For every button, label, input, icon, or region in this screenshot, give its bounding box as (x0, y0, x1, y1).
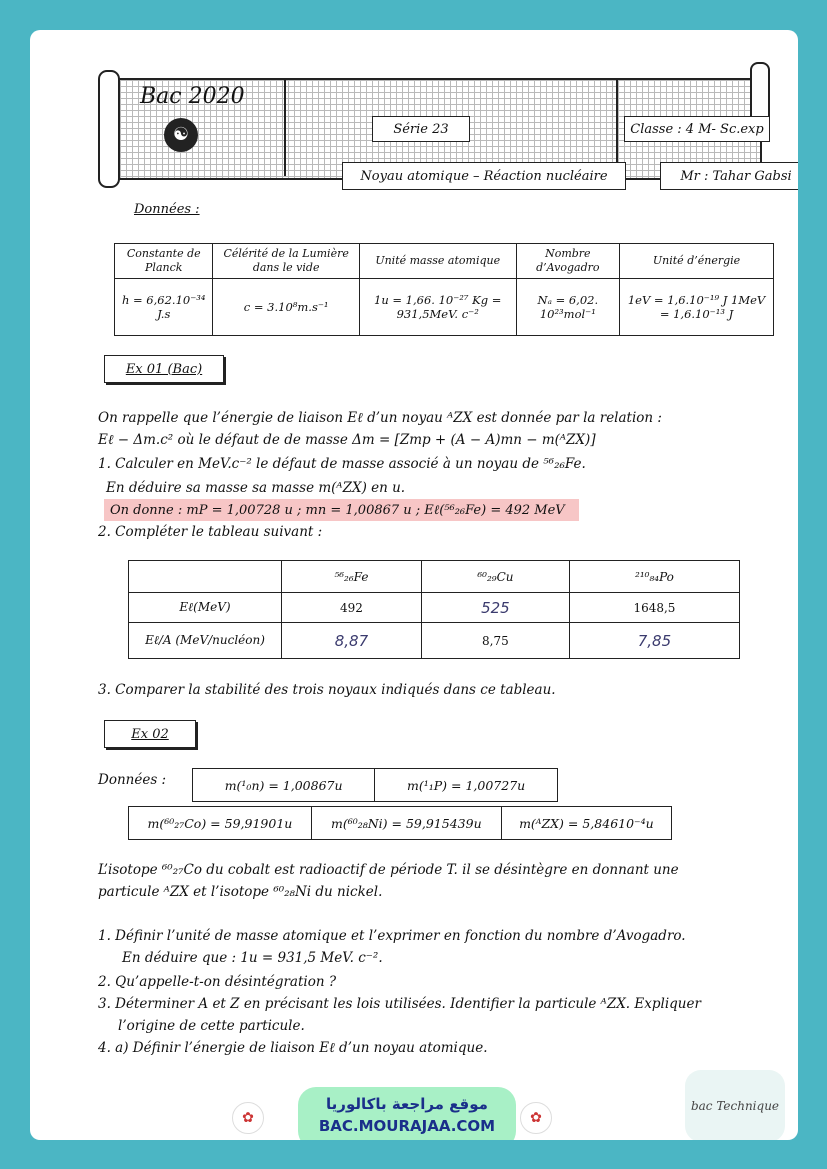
value-planck: h = 6,62.10⁻³⁴ J.s (115, 279, 213, 336)
mass-nickel: m(⁶⁰₂₈Ni) = 59,915439u (311, 807, 501, 840)
ex2-donnees: Données : (98, 772, 167, 788)
ex2-q3: 3. Déterminer A et Z en précisant les lois utilisées. Identifier la particule ᴬZX. Expliquer (98, 996, 701, 1012)
header-uma: Unité masse atomique (359, 244, 516, 279)
value-avogadro: Nₐ = 6,02. 10²³mol⁻¹ (516, 279, 619, 336)
header-planck: Constante de Planck (115, 244, 213, 279)
col-cu: ⁶⁰₂₉Cu (421, 561, 569, 593)
ex2-p2: particule ᴬZX et l’isotope ⁶⁰₂₈Ni du nickel. (98, 884, 383, 900)
site-banner[interactable] (298, 1087, 516, 1140)
value-uma: 1u = 1,66. 10⁻²⁷ Kg = 931,5MeV. c⁻² (359, 279, 516, 336)
nuclei-table (128, 560, 740, 659)
row2-label: Eℓ/A (MeV/nucléon) (129, 623, 282, 659)
row1-fe: 492 (282, 593, 422, 623)
ex2-q2: 2. Qu’appelle-t-on désintégration ? (98, 974, 337, 990)
col-fe: ⁵⁶₂₆Fe (282, 561, 422, 593)
donnees-title: Données : (134, 202, 200, 217)
header-avogadro: Nombre d’Avogadro (516, 244, 619, 279)
ex2-q1: 1. Définir l’unité de masse atomique et l’exprimer en fonction du nombre d’Avogadro. (98, 928, 686, 944)
ex1-line2: Eℓ − Δm.c² où le défaut de de masse Δm = [Zmp + (A − A)mn − m(ᴬZX)] (98, 432, 596, 448)
left-emblem-icon: ✿ (232, 1102, 264, 1134)
ex1-q2: 2. Compléter le tableau suivant : (98, 524, 323, 540)
ex1-q1b: En déduire sa masse sa masse m(ᴬZX) en u. (106, 480, 406, 496)
ex1-q3: 3. Comparer la stabilité des trois noyaux indiqués dans ce tableau. (98, 682, 556, 698)
mass-neutron: m(¹₀n) = 1,00867u (193, 769, 375, 802)
ex2-q4: 4. a) Définir l’énergie de liaison Eℓ d’un noyau atomique. (98, 1040, 488, 1056)
row2-po: 7,85 (569, 623, 739, 659)
col-po: ²¹⁰₈₄Po (569, 561, 739, 593)
header-celerite: Célérité de la Lumière dans le vide (213, 244, 359, 279)
logo-icon: ☯ (164, 118, 198, 152)
classe-label: Classe : 4 M- Sc.exp (624, 116, 770, 142)
ex1-line1: On rappelle que l’énergie de liaison Eℓ d’un noyau ᴬZX est donnée par la relation : (98, 410, 662, 426)
value-energie: 1eV = 1,6.10⁻¹⁹ J 1MeV = 1,6.10⁻¹³ J (620, 279, 774, 336)
ex1-q1: 1. Calculer en MeV.c⁻² le défaut de masse associé à un noyau de ⁵⁶₂₆Fe. (98, 456, 586, 472)
row1-label: Eℓ(MeV) (129, 593, 282, 623)
bac-technique-stamp: bac Technique (685, 1070, 785, 1140)
ex2-q1b: En déduire que : 1u = 931,5 MeV. c⁻². (122, 950, 383, 966)
row2-cu: 8,75 (421, 623, 569, 659)
masses-table-2 (128, 806, 672, 840)
masses-table-1 (192, 768, 558, 802)
row1-po: 1648,5 (569, 593, 739, 623)
mass-particle: m(ᴬZX) = 5,84610⁻⁴u (501, 807, 671, 840)
ex2-p1: L’isotope ⁶⁰₂₇Co du cobalt est radioactif de période T. il se désintègre en donnant une (98, 862, 679, 878)
value-celerite: c = 3.10⁸m.s⁻¹ (213, 279, 359, 336)
row1-cu: 525 (421, 593, 569, 623)
row2-fe: 8,87 (282, 623, 422, 659)
site-url: BAC.MOURAJAA.COM (318, 1117, 496, 1135)
teacher-label: Mr : Tahar Gabsi (660, 162, 798, 190)
right-emblem-icon: ✿ (520, 1102, 552, 1134)
serie-label: Série 23 (372, 116, 470, 142)
header-scroll (98, 70, 792, 184)
header-energie: Unité d’énergie (620, 244, 774, 279)
ex2-label: Ex 02 (104, 720, 196, 748)
ex1-label: Ex 01 (Bac) (104, 355, 224, 383)
ex1-given: On donne : mP = 1,00728 u ; mn = 1,00867 u ; Eℓ(⁵⁶₂₆Fe) = 492 MeV (110, 503, 565, 518)
bac-title: Bac 2020 (140, 84, 245, 109)
arabic-site-name: موقع مراجعة باكالوريا (326, 1095, 488, 1113)
topic-label: Noyau atomique – Réaction nucléaire (342, 162, 626, 190)
mass-cobalt: m(⁶⁰₂₇Co) = 59,91901u (129, 807, 312, 840)
constants-table (114, 243, 774, 336)
ex2-q3b: l’origine de cette particule. (118, 1018, 305, 1034)
document-page (30, 30, 798, 1140)
mass-proton: m(¹₁P) = 1,00727u (375, 769, 558, 802)
